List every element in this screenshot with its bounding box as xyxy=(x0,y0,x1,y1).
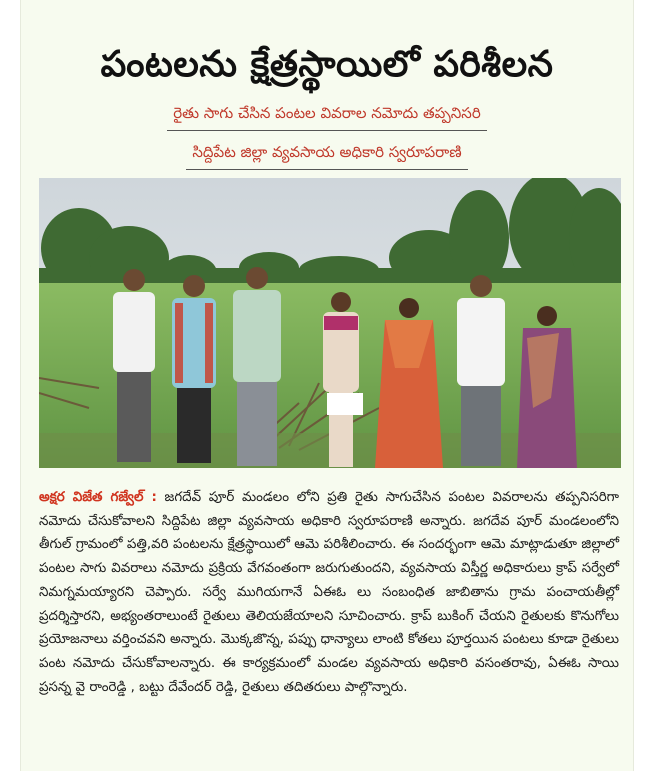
subheading-1 xyxy=(21,104,633,131)
person-6 xyxy=(457,275,505,466)
person-2 xyxy=(172,275,216,463)
person-1 xyxy=(113,269,155,462)
subheading-2 xyxy=(21,143,633,170)
byline: అక్షర విజేత గజ్వేల్ : xyxy=(39,490,157,505)
newspaper-clipping xyxy=(20,0,634,771)
headline: పంటలను క్షేత్రస్థాయిలో పరిశీలన xyxy=(100,44,554,86)
news-photo xyxy=(39,178,621,468)
field-inspection-photo xyxy=(39,178,621,468)
article-body-text: జగదేవ్ పూర్ మండలం లోని ప్రతి రైతు సాగుచేసిన పంటల వివరాలను తప్పనిసరిగా నమోదు చేసుకోవాలని సిద్దిపేట జిల్లా వ్యవసాయ అధికారి స్వరూపరాణి అన్నారు. జగదేవ పూర్ మండలంలోని తీగుల్ గ్రామంలో పత్తి,వరి పంటలను క్షేత్రస్థాయిలో ఆమె పరిశీలించారు. ఈ సందర్భంగా ఆమె మాట్లాడుతూ జిల్లాలో పంటల సాగు వివరాలు నమోదు ప్రక్రియ వేగవంతంగా జరుగుతుందని, వ్యవసాయ విస్తీర్ణ అధికారులు క్రాప్ సర్వేలో నిమగ్నమయ్యారని చెప్పారు. సర్వే ముగియగానే ఏఈఓ లు సంబంధిత జాబితాను గ్రామ పంచాయతీల్లో ప్రదర్శిస్తారని, అభ్యంతరాలుంటే రైతులు తెలియజేయాలని సూచించారు. క్రాప్ బుకింగ్ చేయని రైతులకు కొనుగోలు ప్రయోజనాలు వర్తించవని అన్నారు. మొక్కజొన్న, పప్పు ధాన్యాలు లాంటి కోతలు పూర్తయిన పంటలు కూడా రైతులు పంట నమోదు చేసుకోవాలన్నారు. ఈ కార్యక్రమంలో మండల వ్యవసాయ అధికారి వసంతరావు, ఏఈఓ సాయి ప్రసన్న వై రాంరెడ్డి , బట్టు దేవేందర్ రెడ్డి, రైతులు తదితరులు పాల్గొన్నారు. xyxy=(39,490,619,695)
article-body xyxy=(39,486,619,699)
person-7 xyxy=(517,306,577,468)
subheading-2-text: సిద్దిపేట జిల్లా వ్యవసాయ అధికారి స్వరూపరాణి xyxy=(186,143,467,170)
person-3 xyxy=(233,267,281,466)
subheading-1-text: రైతు సాగు చేసిన పంటల వివరాల నమోదు తప్పనిసరి xyxy=(167,104,486,131)
person-5 xyxy=(375,298,443,468)
